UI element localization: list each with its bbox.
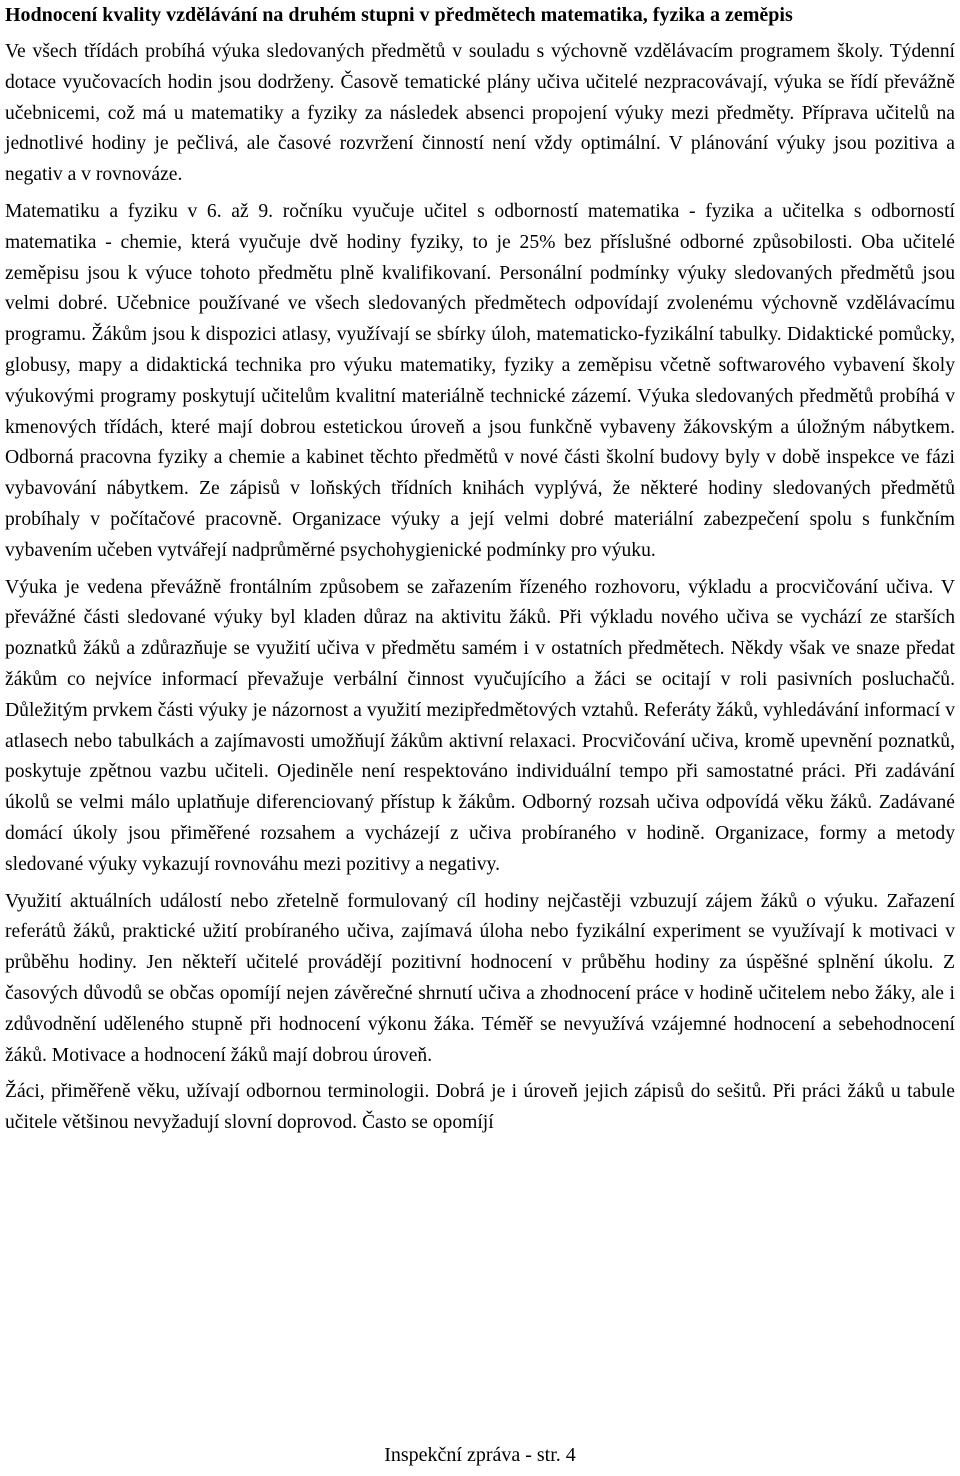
paragraph-staffing-and-equipment: Matematiku a fyziku v 6. až 9. ročníku vyučuje učitel s odborností matematika - fyzika a učitelka s odborností matematika - chemie, která vyučuje dvě hodiny fyziky, to je 25% bez příslušné odborné způsobilosti. Oba učitelé zeměpisu jsou k výuce tohoto předmětu plně kvalifikovaní. Personální podmínky výuky sledovaných předmětů jsou velmi dobré. Učebnice používané ve všech sledovaných předmětech odpovídají zvolenému výchovně vzdělávacímu programu. Žákům jsou k dispozici atlasy, využívají se sbírky úloh, matematicko-fyzikální tabulky. Didaktické pomůcky, globusy, mapy a didaktická technika pro výuku matematiky, fyziky a zeměpisu včetně softwarového vybavení školy výukovými programy poskytují učitelům kvalitní materiálně technické zázemí. Výuka sledovaných předmětů probíhá v kmenových třídách, které mají dobrou estetickou úroveň a jsou funkčně vybaveny žákovským a úložným nábytkem. Odborná pracovna fyziky a chemie a kabinet těchto předmětů v nové části školní budovy byly v době inspekce ve fázi vybavování nábytkem. Ze zápisů v loňských třídních knihách vyplývá, že některé hodiny sledovaných předmětů probíhaly v počítačové pracovně. Organizace výuky a její velmi dobré materiální zabezpečení spolu s funkčním vybavením učeben vytvářejí nadprůměrné psychohygienické podmínky pro výuku. <box>5 200 955 561</box>
paragraph-curriculum: Ve všech třídách probíhá výuka sledovaných předmětů v souladu s výchovně vzdělávacím programem školy. Týdenní dotace vyučovacích hodin jsou dodrženy. Časově tematické plány učiva učitelé nezpracovávají, výuka se řídí převážně učebnicemi, což má u matematiky a fyziky za následek absenci propojení výuky mezi předměty. Příprava učitelů na jednotlivé hodiny je pečlivá, ale časové rozvržení činností není vždy optimální. V plánování výuky jsou pozitiva a negativ a v rovnováze. <box>5 41 955 186</box>
paragraph-motivation-and-assessment: Využití aktuálních událostí nebo zřetelně formulovaný cíl hodiny nejčastěji vzbuzují zájem žáků o výuku. Zařazení referátů žáků, praktické užití probíraného učiva, zajímavá úloha nebo fyzikální experiment se využívají k motivaci v průběhu hodiny. Jen někteří učitelé provádějí pozitivní hodnocení v průběhu hodiny za úspěšné splnění úkolu. Z časových důvodů se občas opomíjí nejen závěrečné shrnutí učiva a zhodnocení práce v hodině učitelem nebo žáky, ale i zdůvodnění uděleného stupně při hodnocení výkonu žáka. Téměř se nevyužívá vzájemné hodnocení a sebehodnocení žáků. Motivace a hodnocení žáků mají dobrou úroveň. <box>5 890 955 1066</box>
section-heading: Hodnocení kvality vzdělávání na druhém stupni v předmětech matematika, fyzika a zeměpis <box>5 4 793 26</box>
paragraph-teaching-methods: Výuka je vedena převážně frontálním způsobem se zařazením řízeného rozhovoru, výkladu a procvičování učiva. V převážné části sledované výuky byl kladen důraz na aktivitu žáků. Při výkladu nového učiva se vychází ze starších poznatků žáků a zdůrazňuje se využití učiva v předmětu samém i v ostatních předmětech. Někdy však ve snaze předat žákům co nejvíce informací převažuje verbální činnost vyučujícího a žáci se ocitají v roli pasivních posluchačů. Důležitým prvkem části výuky je názornost a využití mezipředmětových vztahů. Referáty žáků, vyhledávání informací v atlasech nebo tabulkách a zajímavosti umožňují žákům aktivní relaxaci. Procvičování učiva, kromě upevnění poznatků, poskytuje zpětnou vazbu učiteli. Ojediněle není respektováno individuální tempo při samostatné práci. Při zadávání úkolů se velmi málo uplatňuje diferenciovaný přístup k žákům. Odborný rozsah učiva odpovídá věku žáků. Zadávané domácí úkoly jsou přiměřené rozsahem a vycházejí z učiva probíraného v hodině. Organizace, formy a metody sledované výuky vykazují rovnováhu mezi pozitivy a negativy. <box>5 576 955 875</box>
paragraph-terminology: Žáci, přiměřeně věku, užívají odbornou terminologii. Dobrá je i úroveň jejich zápisů do sešitů. Při práci žáků u tabule učitele většinou nevyžadují slovní doprovod. Často se opomíjí <box>5 1081 955 1134</box>
document-page <box>5 0 955 1139</box>
page-footer: Inspekční zpráva - str. 4 <box>384 1444 576 1466</box>
